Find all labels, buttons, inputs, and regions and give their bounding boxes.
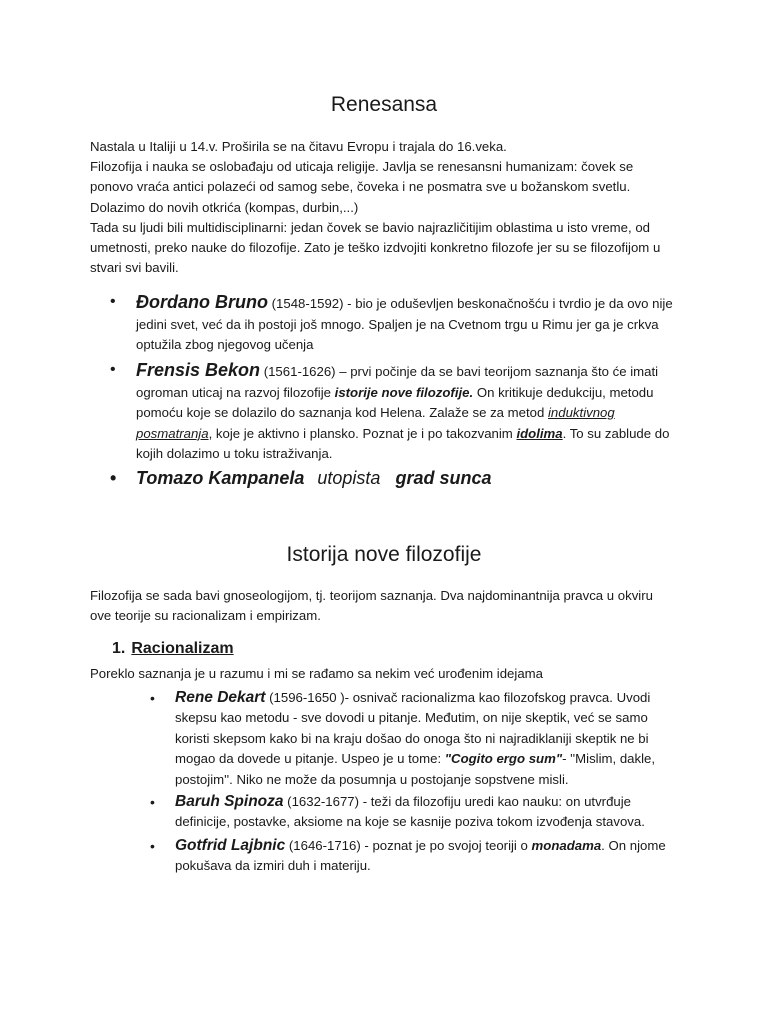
intro-line-3: Tada su ljudi bili multidisciplinarni: jedan čovek se bavio najrazličitijim oblastima u isto vreme, od umetnosti, preko nauke do filozofije. Zato je teško izdvojiti konkretno filozofe jer su se filozofijom u stvari svi bavili. (90, 219, 661, 276)
description: – prvi počinje da se bavi teorijom saznanja što će imati ogroman uticaj na razvoj filozofije (136, 364, 659, 400)
emphasis-text: induktivnog posmatranja (136, 405, 615, 441)
emphasis-text: monadama (531, 838, 602, 853)
racionalizam-description: Poreklo saznanja je u razumu i mi se rađamo sa nekim već urođenim idejama (90, 666, 543, 681)
years: (1632-1677) (283, 794, 360, 809)
description: , koje je aktivno i plansko. Poznat je i po takozvanim (208, 425, 517, 441)
section-title-istorija: Istorija nove filozofije (286, 543, 482, 566)
renesansa-intro (90, 137, 670, 278)
philosopher-name: Baruh Spinoza (175, 793, 284, 810)
section-title-renesansa: Renesansa (330, 93, 438, 116)
philosopher-name: Đordano Bruno (136, 292, 268, 312)
description: . On njome pokušava da izmiri duh i materiju. (175, 838, 666, 874)
intro-line-1: Nastala u Italiji u 14.v. Proširila se na čitavu Evropu i trajala do 16.veka. (90, 139, 507, 154)
philosopher-name: Tomazo Kampanela (136, 468, 305, 488)
bullet-icon: • (150, 838, 155, 854)
bullet-icon: • (150, 690, 155, 706)
years: (1548-1592) (268, 296, 344, 311)
description: - ''Mislim, dakle, postojim''. Niko ne može da posumnja u postojanje sopstvene misli. (175, 751, 656, 787)
istorija-intro: Filozofija se sada bavi gnoseologijom, tj. teorijom saznanja. Dva najdominantnija pravca u okviru ove teorije su racionalizam i empirizam. (90, 588, 653, 624)
years: (1596-1650 ) (265, 690, 345, 705)
bullet-icon: • (110, 468, 117, 488)
bullet-icon: • (110, 293, 116, 310)
description: - osnivač racionalizma kao filozofskog pravca. Uvodi skepsu kao metodu - sve dovodi u pitanje. Međutim, on nije skeptik, već se samo koristi skepsom kako bi na kraju došao do onoga što ni najradiklaniji skeptik ne bi mogao da dovede u pitanje. Uspeo je u tome: (175, 690, 651, 767)
philosopher-name: Rene Dekart (175, 689, 266, 706)
intro-line-2: Filozofija i nauka se oslobađaju od uticaja religije. Javlja se renesansni humanizam: čovek se ponovo vraća antici polazeći od samog sebe, čoveka i ne posmatra sve u božanskom svetlu. Dolazimo do novih otkrića (kompas, durbin,...) (90, 159, 634, 215)
philosopher-name: Frensis Bekon (136, 360, 261, 380)
description: . To su zablude do kojih dolazimo u toku istraživanja. (136, 425, 670, 462)
years: (1561-1626) (260, 364, 336, 379)
description: - bio je oduševljen beskonačnošću i tvrdio je da ovo nije jedini svet, već da ih postoji još mnogo. Spaljen je na Cvetnom trgu u Rimu jer ga je crkva optužila zbog njegovog učenja (136, 296, 673, 353)
heading-label: Racionalizam (131, 640, 234, 657)
emphasis-text: istorije nove filozofije. (334, 384, 474, 400)
bullet-icon: • (150, 794, 155, 810)
description: - teži da filozofiju uredi kao nauku: on utvrđuje definicije, postavke, aksiome na koje se kasnije poziva tokom izvođenja stavova. (175, 794, 645, 830)
subheading-racionalizam (112, 640, 234, 658)
years: (1646-1716) (285, 838, 361, 853)
role-text: utopista (317, 468, 381, 488)
heading-number: 1. (112, 640, 126, 657)
emphasis-text: idolima (516, 425, 563, 441)
description: - poznat je po svojoj teoriji o (360, 838, 532, 853)
philosopher-name: Gotfrid Lajbnic (175, 837, 286, 854)
description: On kritikuje dedukciju, metodu pomoću koje se dolazilo do saznanja kod Helena. Zalaže se za metod (136, 384, 654, 421)
bullet-icon: • (110, 361, 116, 378)
work-title: grad sunca (395, 468, 492, 488)
quote-text: "Cogito ergo sum" (444, 751, 563, 767)
